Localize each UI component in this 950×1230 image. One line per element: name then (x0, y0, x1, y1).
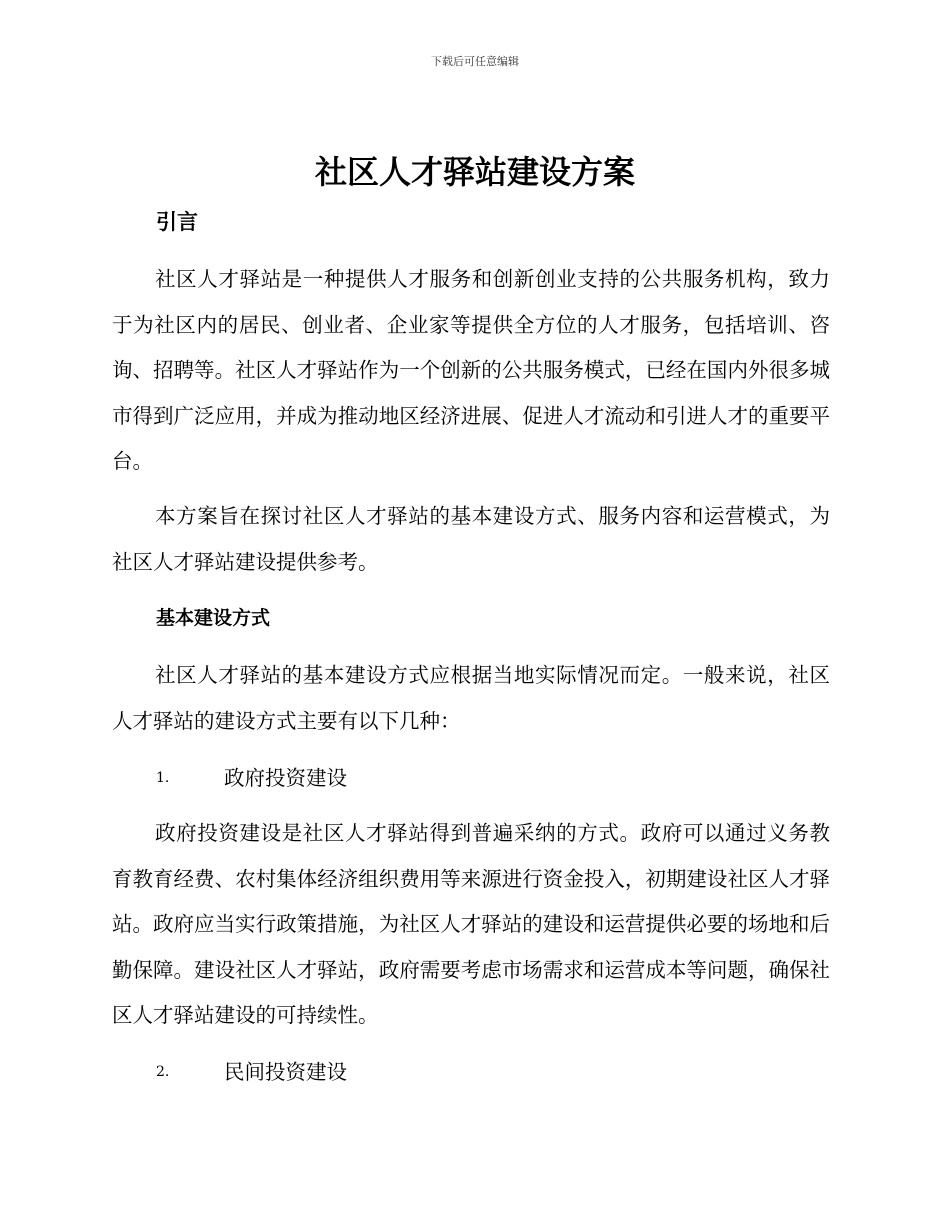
list-item-number: 1. (156, 770, 170, 786)
intro-paragraph-1: 社区人才驿站是一种提供人才服务和创新创业支持的公共服务机构，致力于为社区内的居民、创业者、企业家等提供全方位的人才服务，包括培训、咨询、招聘等。社区人才驿站作为一个创新的公共服务模式，已经在国内外很多城市得到广泛应用，并成为推动地区经济进展、促进人才流动和引进人才的重要平台。 (112, 267, 830, 473)
list-item-government-investment (156, 758, 756, 798)
list-item-number: 2. (156, 1064, 170, 1080)
list-item-text: 政府投资建设 (224, 766, 347, 790)
section-heading-intro: 引言 (156, 210, 198, 234)
government-investment-paragraph: 政府投资建设是社区人才驿站得到普遍采纳的方式。政府可以通过义务教育教育经费、农村集体经济组织费用等来源进行资金投入，初期建设社区人才驿站。政府应当实行政策措施，为社区人才驿站的建设和运营提供必要的场地和后勤保障。建设社区人才驿站，政府需要考虑市场需求和运营成本等问题，确保社区人才驿站建设的可持续性。 (112, 821, 830, 1027)
header-note: 下载后可任意编辑 (431, 55, 519, 68)
list-item-private-investment (156, 1052, 756, 1092)
intro-paragraph-2: 本方案旨在探讨社区人才驿站的基本建设方式、服务内容和运营模式，为社区人才驿站建设提供参考。 (112, 504, 830, 574)
list-item-text: 民间投资建设 (224, 1060, 347, 1084)
document-title: 社区人才驿站建设方案 (314, 153, 635, 191)
section-heading-basic-construction: 基本建设方式 (156, 607, 271, 629)
basic-construction-paragraph: 社区人才驿站的基本建设方式应根据当地实际情况而定。一般来说，社区人才驿站的建设方式主要有以下几种： (112, 663, 830, 733)
